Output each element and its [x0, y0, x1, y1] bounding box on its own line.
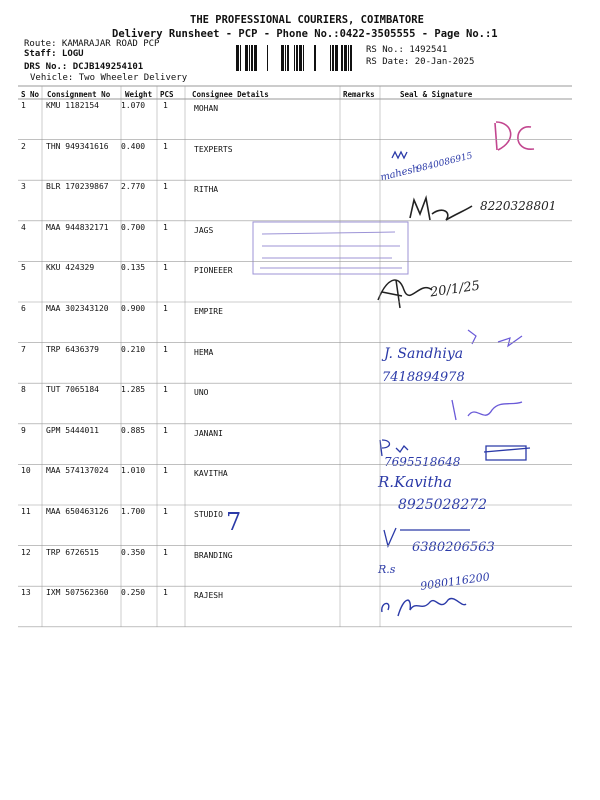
row-pcs: 1	[163, 385, 168, 395]
runsheet-title: Delivery Runsheet - PCP - Phone No.:0422-3505555 - Page No.:1	[112, 28, 498, 40]
vehicle-label: Vehicle: Two Wheeler Delivery	[30, 73, 188, 83]
handwritten-mark: 7	[226, 508, 242, 536]
row-consignment-no: TUT 7065184	[46, 385, 99, 395]
handwritten-phone: 7418894978	[382, 370, 465, 385]
row-consignee: JAGS	[194, 225, 214, 235]
row-consignee: MOHAN	[194, 104, 219, 113]
col-pcs: PCS	[160, 90, 174, 99]
row-sno: 4	[21, 222, 26, 232]
col-seal: Seal & Signature	[400, 90, 473, 99]
row-consignee: JANANI	[194, 428, 223, 438]
rs-date: RS Date: 20-Jan-2025	[366, 57, 475, 67]
col-remarks: Remarks	[343, 90, 375, 99]
row-pcs: 1	[163, 466, 168, 476]
row-pcs: 1	[163, 304, 168, 313]
handwritten-phone: 9840086915	[415, 151, 474, 175]
row-weight: 0.885	[121, 425, 146, 435]
row-pcs: 1	[163, 101, 168, 110]
row-weight: 1.285	[121, 385, 146, 395]
row-sno: 10	[21, 466, 31, 476]
row-consignee: EMPIRE	[194, 307, 223, 316]
row-pcs: 1	[163, 222, 168, 232]
row-consignment-no: BLR 170239867	[46, 182, 109, 192]
row-pcs: 1	[163, 141, 168, 151]
drs-number: DRS No.: DCJB149254101	[24, 62, 144, 72]
row-weight: 0.250	[121, 588, 146, 598]
row-weight: 1.700	[121, 507, 146, 516]
row-consignee: PIONEEER	[194, 266, 233, 276]
staff-label: Staff: LOGU	[24, 49, 84, 59]
row-sno: 5	[21, 263, 26, 273]
row-consignment-no: IXM 507562360	[46, 588, 109, 598]
row-consignment-no: MAA 574137024	[46, 466, 109, 476]
row-consignment-no: THN 949341616	[46, 141, 109, 151]
row-consignment-no: TRP 6436379	[46, 344, 99, 354]
row-weight: 0.210	[121, 344, 146, 354]
row-consignee: RAJESH	[194, 591, 223, 601]
row-sno: 13	[21, 588, 31, 598]
row-sno: 6	[21, 304, 26, 313]
handwritten-name: R.Kavitha	[378, 473, 453, 491]
col-weight: Weight	[125, 90, 153, 99]
row-sno: 8	[21, 385, 26, 395]
row-consignment-no: MAA 302343120	[46, 304, 109, 313]
row-weight: 1.010	[121, 466, 146, 476]
handwritten-name: J. Sandhiya	[384, 346, 464, 362]
row-consignment-no: KMU 1182154	[46, 101, 99, 110]
row-consignee: KAVITHA	[194, 469, 228, 479]
row-consignment-no: MAA 650463126	[46, 507, 109, 516]
row-consignment-no: MAA 944832171	[46, 222, 109, 232]
row-weight: 0.700	[121, 222, 146, 232]
row-sno: 2	[21, 141, 26, 151]
handwritten-phone: 8925028272	[398, 497, 488, 513]
row-sno: 11	[21, 507, 31, 516]
handwritten-name: mahesh	[379, 163, 421, 184]
row-weight: 0.400	[121, 141, 146, 151]
row-consignee: UNO	[194, 388, 209, 398]
row-pcs: 1	[163, 263, 168, 273]
row-consignment-no: KKU 424329	[46, 263, 95, 273]
row-pcs: 1	[163, 182, 168, 192]
row-consignment-no: GPM 5444011	[46, 425, 99, 435]
col-sno: S No	[21, 90, 40, 99]
row-consignee: STUDIO	[194, 510, 223, 519]
rs-number: RS No.: 1492541	[366, 45, 448, 55]
col-consignee: Consignee Details	[192, 90, 269, 99]
row-sno: 9	[21, 425, 26, 435]
row-weight: 0.135	[121, 263, 146, 273]
row-weight: 1.070	[121, 101, 146, 110]
row-consignee: HEMA	[194, 347, 214, 357]
col-consignment: Consignment No	[47, 90, 111, 99]
row-sno: 3	[21, 182, 26, 192]
row-weight: 2.770	[121, 182, 146, 192]
row-consignee: BRANDING	[194, 550, 233, 560]
row-consignee: RITHA	[194, 185, 219, 195]
handwritten-phone: 6380206563	[412, 540, 495, 555]
row-sno: 12	[21, 547, 31, 557]
handwritten-phone: 7695518648	[384, 455, 461, 469]
row-pcs: 1	[163, 425, 168, 435]
row-weight: 0.350	[121, 547, 146, 557]
row-consignment-no: TRP 6726515	[46, 547, 99, 557]
handwritten-phone: 8220328801	[480, 199, 557, 213]
company-title: THE PROFESSIONAL COURIERS, COIMBATORE	[190, 14, 424, 26]
row-pcs: 1	[163, 547, 168, 557]
row-sno: 1	[21, 101, 26, 110]
row-consignee: TEXPERTS	[194, 144, 233, 154]
handwritten-date: 20/1/25	[429, 278, 481, 301]
row-pcs: 1	[163, 344, 168, 354]
row-sno: 7	[21, 344, 26, 354]
row-pcs: 1	[163, 507, 168, 516]
handwritten-phone: 9080116200	[419, 570, 491, 593]
row-weight: 0.900	[121, 304, 146, 313]
handwritten-name: R.s	[378, 563, 396, 576]
row-pcs: 1	[163, 588, 168, 598]
route-label: Route: KAMARAJAR ROAD PCP	[24, 39, 160, 49]
